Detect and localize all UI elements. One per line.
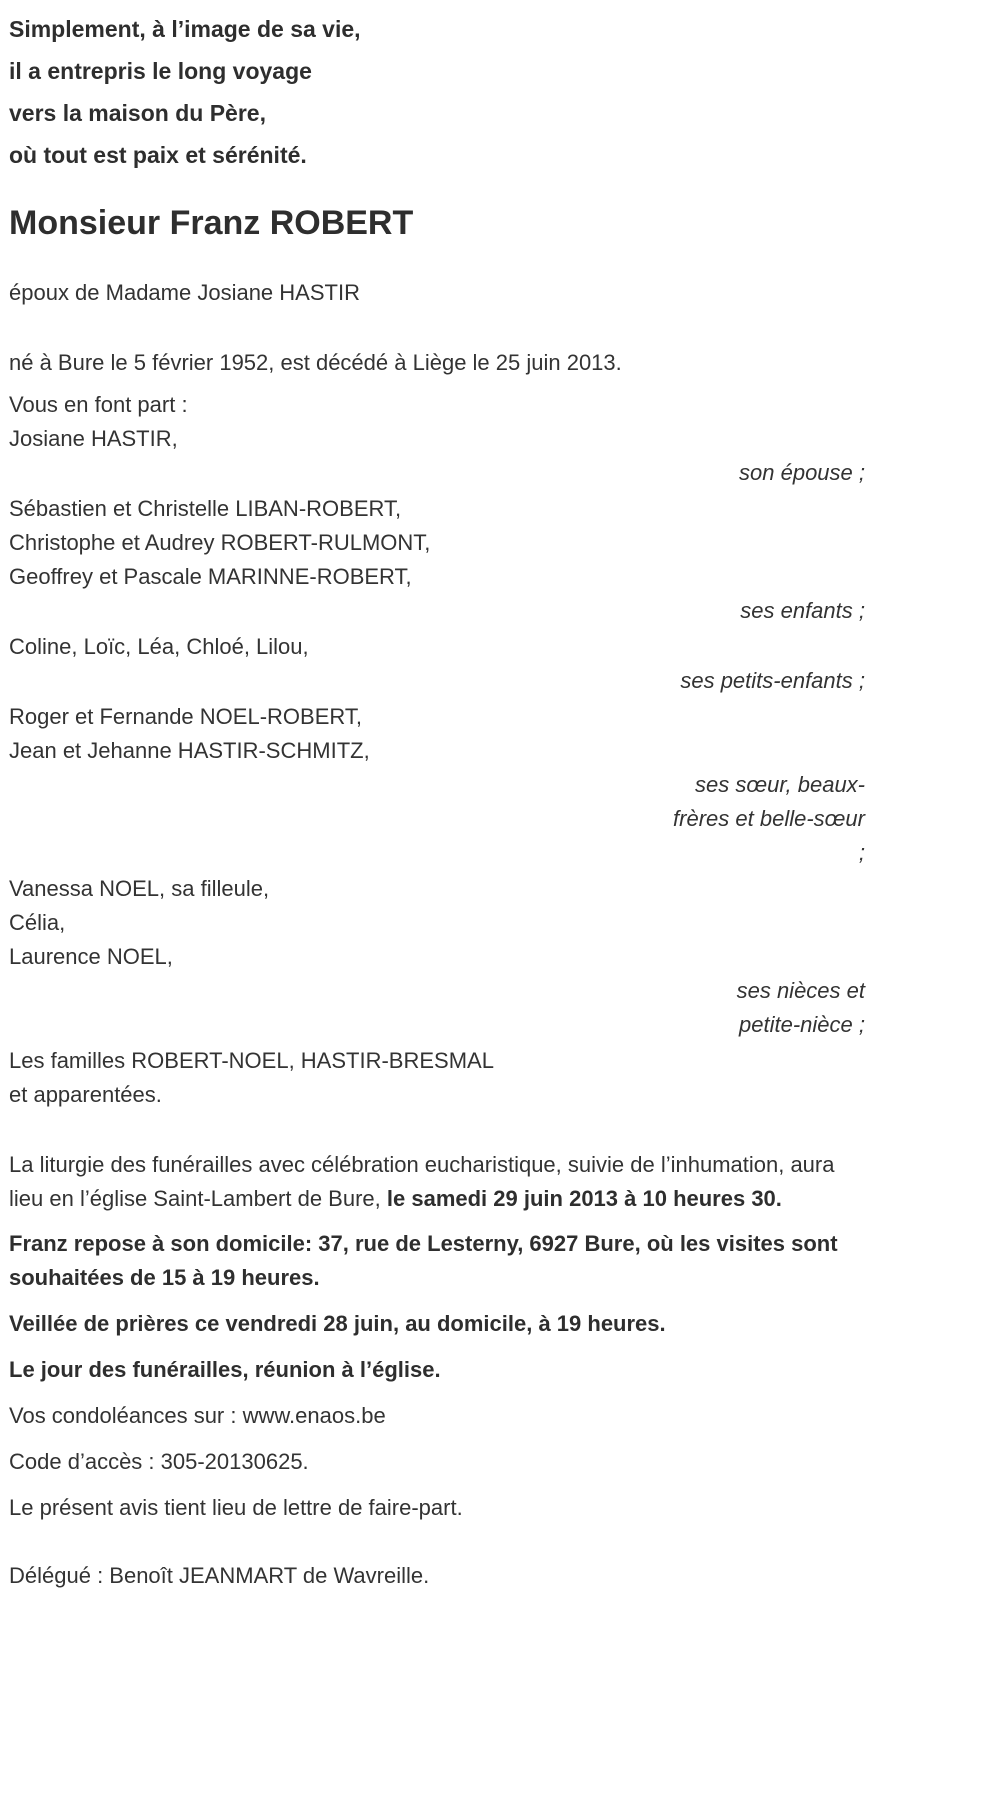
family-group-grandchildren — [9, 630, 865, 698]
ceremony-paragraph — [9, 1148, 865, 1216]
epigraph-line: où tout est paix et sérénité. — [9, 142, 307, 168]
epigraph — [9, 8, 865, 176]
relation-line: petite-nièce ; — [739, 1012, 865, 1037]
condolences-line: Vos condoléances sur : www.enaos.be — [9, 1403, 386, 1428]
family-group-nieces — [9, 872, 865, 1042]
family-name-line: Les familles ROBERT-NOEL, HASTIR-BRESMAL — [9, 1048, 494, 1073]
family-name-line: Laurence NOEL, — [9, 944, 173, 969]
epigraph-line: il a entrepris le long voyage — [9, 58, 312, 84]
relation-line: ; — [858, 840, 865, 865]
family-name-line: Coline, Loïc, Léa, Chloé, Lilou, — [9, 634, 309, 659]
family-name-line: Vanessa NOEL, sa filleule, — [9, 876, 270, 901]
family-name-line: Roger et Fernande NOEL-ROBERT, — [9, 704, 362, 729]
family-group-children — [9, 492, 865, 628]
family-name-line: Jean et Jehanne HASTIR-SCHMITZ, — [9, 738, 370, 763]
announcement-intro: Vous en font part : — [9, 392, 188, 417]
epigraph-line: vers la maison du Père, — [9, 100, 266, 126]
relation-line: ses nièces et — [736, 978, 865, 1003]
ceremony-date-bold: le samedi 29 juin 2013 à 10 heures 30. — [386, 1186, 782, 1211]
family-name-line: et apparentées. — [9, 1082, 162, 1107]
family-name-line: Josiane HASTIR, — [9, 426, 178, 451]
repose-paragraph: Franz repose à son domicile: 37, rue de Lesterny, 6927 Bure, où les visites sont souhaitées de 15 à 19 heures. — [9, 1231, 838, 1290]
relation-line: son épouse ; — [739, 460, 865, 485]
family-name-line: Christophe et Audrey ROBERT-RULMONT, — [9, 530, 431, 555]
family-name-line: Geoffrey et Pascale MARINNE-ROBERT, — [9, 564, 412, 589]
relation-line: ses enfants ; — [740, 598, 865, 623]
announcements-section — [9, 1148, 865, 1593]
vigil-paragraph: Veillée de prières ce vendredi 28 juin, au domicile, à 19 heures. — [9, 1311, 666, 1336]
ceremony-text: La liturgie des funérailles avec célébration eucharistique, suivie de l’inhumation, aura lieu en l’église Saint-Lambert de Bure, — [9, 1152, 835, 1211]
epigraph-line: Simplement, à l’image de sa vie, — [9, 16, 361, 42]
funeral-meeting-paragraph: Le jour des funérailles, réunion à l’église. — [9, 1357, 441, 1382]
relation-line: frères et belle-sœur — [673, 806, 865, 831]
notice-line: Le présent avis tient lieu de lettre de faire-part. — [9, 1495, 463, 1520]
delegate-line: Délégué : Benoît JEANMART de Wavreille. — [9, 1563, 430, 1588]
spouse-line: époux de Madame Josiane HASTIR — [9, 280, 360, 305]
family-name-line: Sébastien et Christelle LIBAN-ROBERT, — [9, 496, 402, 521]
birth-death-line: né à Bure le 5 février 1952, est décédé à Liège le 25 juin 2013. — [9, 350, 622, 375]
family-group-spouse — [9, 422, 865, 490]
deceased-name-title: Monsieur Franz ROBERT — [9, 204, 414, 242]
relation-line: ses petits-enfants ; — [680, 668, 865, 693]
family-group-siblings — [9, 700, 865, 870]
family-name-line: Célia, — [9, 910, 66, 935]
family-group-extended — [9, 1044, 865, 1112]
access-code-line: Code d’accès : 305-20130625. — [9, 1449, 309, 1474]
relation-line: ses sœur, beaux- — [695, 772, 865, 797]
